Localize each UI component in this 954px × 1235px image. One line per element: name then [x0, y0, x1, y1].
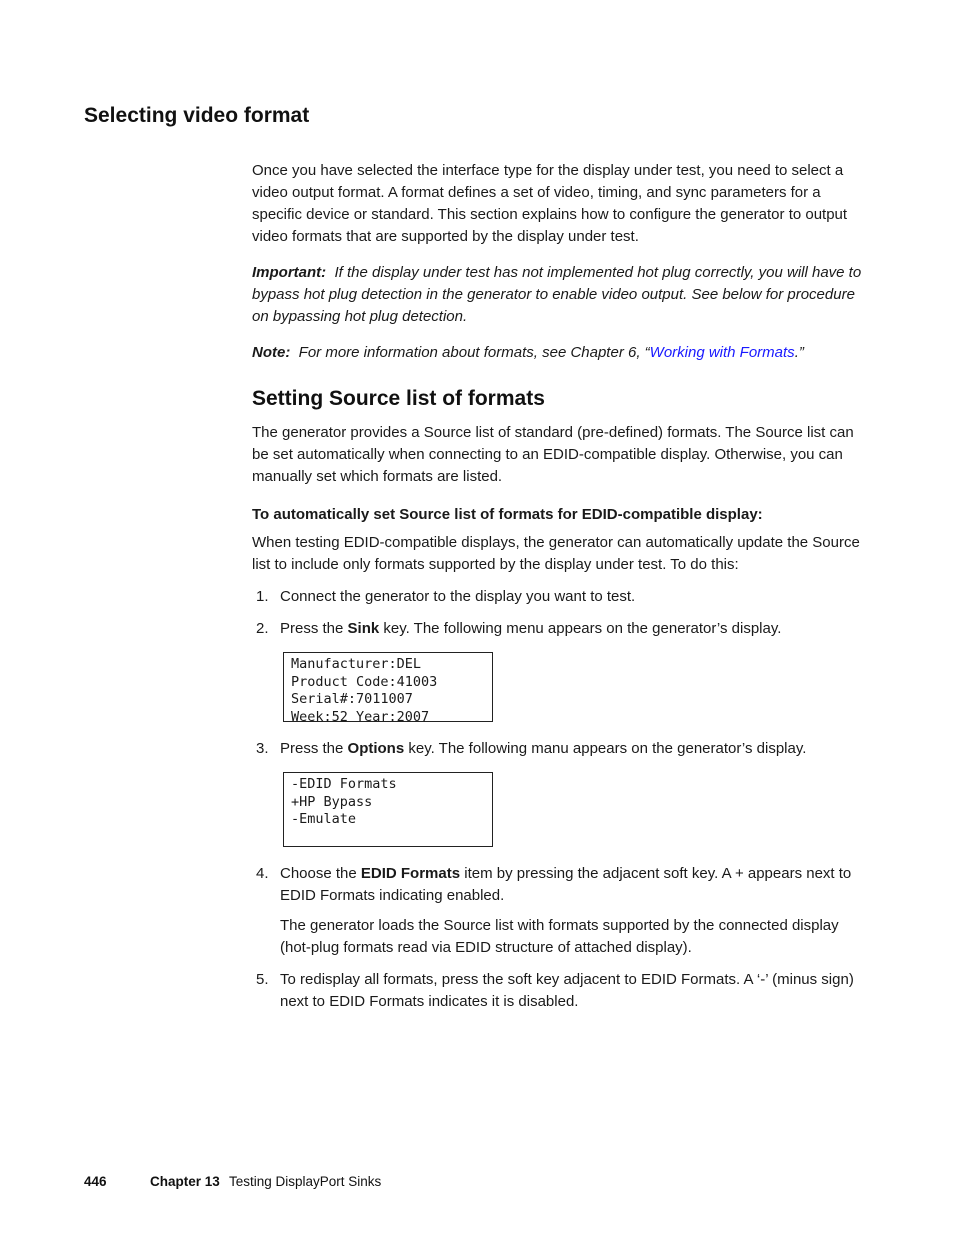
- step-text-post: key. The following menu appears on the generator’s display.: [379, 620, 782, 637]
- sink-menu-display: [283, 652, 493, 725]
- source-list-paragraph: The generator provides a Source list of standard (pre-defined) formats. The Source list can be set automatically when connecting to an EDID-compatible display. Otherwise, you can manually set which formats are listed.: [252, 424, 854, 485]
- display-line: -Emulate: [291, 811, 357, 827]
- sink-key-label: Sink: [347, 620, 380, 637]
- step-number: 1.: [256, 588, 269, 605]
- display-line: Serial#:7011007: [291, 691, 413, 707]
- note: [252, 342, 868, 364]
- step-text-post: item by pressing the adjacent soft key. A + appears next to EDID Formats indicating enabled.: [280, 865, 852, 904]
- step-5: [252, 969, 868, 1013]
- section-title: Selecting video format: [84, 104, 310, 127]
- note-prefix: For more information about formats, see Chapter 6, “: [298, 344, 650, 361]
- steps-list: [252, 863, 868, 1013]
- step-text-pre: Press the: [280, 620, 348, 637]
- display-line: +HP Bypass: [291, 793, 373, 810]
- steps-list: [252, 738, 868, 760]
- steps-list: [252, 586, 868, 640]
- chapter-title: Testing DisplayPort Sinks: [229, 1174, 382, 1189]
- step-number: 2.: [256, 620, 269, 637]
- chapter-label: Chapter 13: [150, 1174, 220, 1189]
- step-4: [252, 863, 868, 959]
- step-3: [252, 738, 868, 760]
- step-text: Connect the generator to the display you want to test.: [280, 588, 636, 605]
- important-text: If the display under test has not implemented hot plug correctly, you will have to bypass hot plug detection in the generator to enable video output. See below for procedure on bypassing hot plug detection.: [252, 264, 862, 325]
- page-number: 446: [84, 1174, 107, 1189]
- display-line: -EDID Formats: [291, 776, 397, 792]
- step-text: To redisplay all formats, press the soft key adjacent to EDID Formats. A ‘-’ (minus sign) next to EDID Formats indicates it is disabled.: [280, 971, 854, 1010]
- step-text-pre: Press the: [280, 740, 348, 757]
- edid-formats-label: EDID Formats: [360, 865, 461, 882]
- step-number: 4.: [256, 865, 269, 882]
- step-number: 5.: [256, 971, 269, 988]
- step-text-pre: Choose the: [280, 865, 361, 882]
- subsection-title: Setting Source list of formats: [252, 387, 545, 410]
- display-line: Product Code:41003: [291, 673, 438, 690]
- step-2: [252, 618, 868, 640]
- procedure-intro: When testing EDID-compatible displays, the generator can automatically update the Source list to include only formats supported by the display under test. To do this:: [252, 534, 860, 573]
- options-key-label: Options: [347, 740, 405, 757]
- step-number: 3.: [256, 740, 269, 757]
- important-label: Important:: [252, 264, 327, 281]
- note-suffix: .”: [794, 344, 804, 361]
- note-label: Note:: [252, 344, 291, 361]
- step-text-post: key. The following manu appears on the generator’s display.: [404, 740, 807, 757]
- main-content: [252, 160, 868, 1023]
- step-1: [252, 586, 868, 608]
- intro-paragraph: Once you have selected the interface type for the display under test, you need to select a video output format. A format defines a set of video, timing, and sync parameters for a specific device or standard. This section explains how to configure the generator to output video formats that are supported by the display under test.: [252, 162, 848, 245]
- step-extra-text: The generator loads the Source list with formats supported by the connected display (hot-plug formats read via EDID structure of attached display).: [280, 917, 839, 956]
- working-with-formats-link[interactable]: Working with Formats: [649, 344, 795, 361]
- display-line: Week:52 Year:2007: [291, 708, 430, 725]
- important-notice: [252, 262, 868, 328]
- options-menu-display: [283, 772, 493, 847]
- display-line: Manufacturer:DEL: [291, 656, 422, 672]
- procedure-heading: To automatically set Source list of formats for EDID-compatible display:: [252, 506, 763, 523]
